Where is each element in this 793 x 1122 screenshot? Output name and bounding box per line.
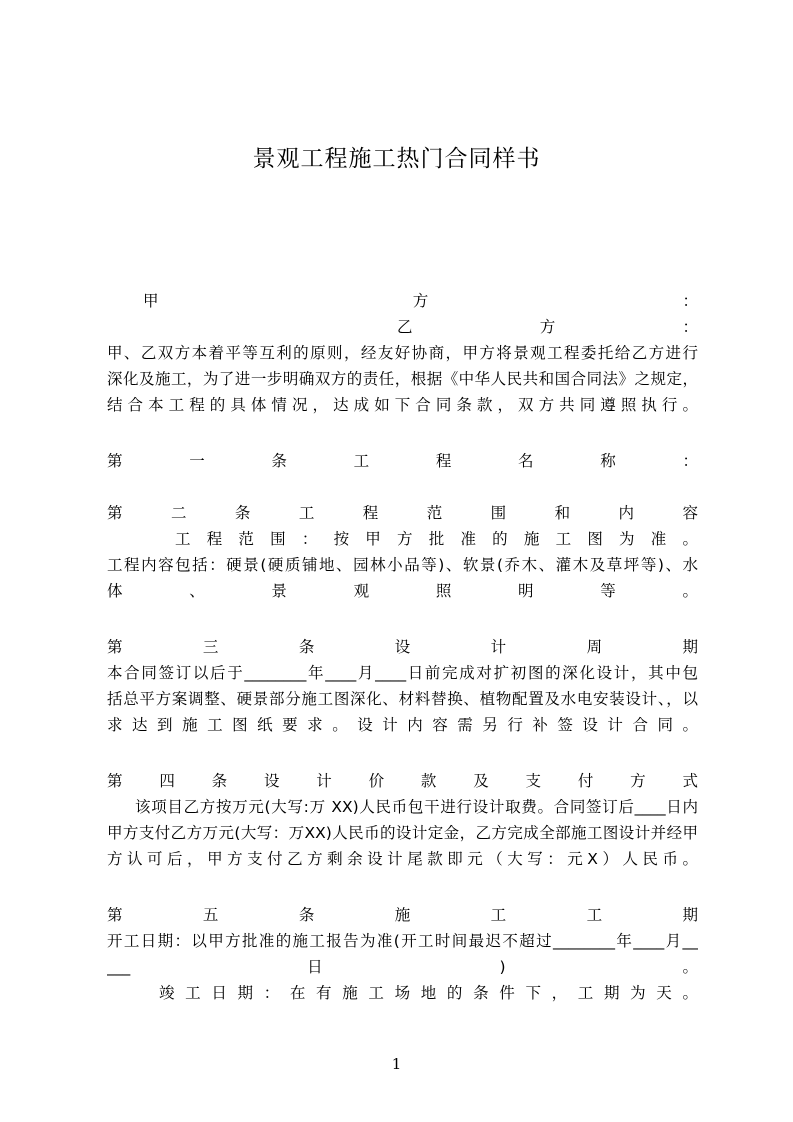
party-b-line (107, 314, 698, 340)
article-5-line-2: ___日)。 (107, 958, 698, 976)
party-a-label-1: 甲 (143, 292, 159, 310)
article-4-line-3: 方认可后，甲方支付乙方剩余设计尾款即元（大写：元X）人民币。 (107, 850, 698, 868)
article-2-line-3: 体、景观照明等。 (107, 582, 698, 600)
preamble-line-3: 结合本工程的具体情况，达成如下合同条款，双方共同遵照执行。 (107, 396, 698, 414)
article-5-heading: 第五条施工工期 (107, 906, 698, 924)
article-2-line-1: 工程范围：按甲方批准的施工图为准。 (175, 530, 698, 548)
page-number: 1 (391, 1055, 402, 1073)
article-4-line-2: 甲方支付乙方万元(大写：万XX)人民币的设计定金，乙方完成全部施工图设计并经甲 (107, 824, 698, 842)
article-5-line-3: 竣工日期：在有施工场地的条件下，工期为天。 (159, 984, 698, 1002)
article-3-line-3: 求达到施工图纸要求。设计内容需另行补签设计合同。 (107, 716, 698, 734)
party-a-label-2: 方 (412, 292, 429, 310)
document-title: 景观工程施工热门合同样书 (252, 146, 541, 172)
article-2-line-2: 工程内容包括：硬景(硬质铺地、园林小品等)、软景(乔木、灌木及草坪等)、水 (107, 556, 698, 574)
party-b-colon: ： (682, 318, 698, 336)
preamble-line-1: 甲、乙双方本着平等互利的原则，经友好协商，甲方将景观工程委托给乙方进行 (107, 344, 698, 362)
party-b-label-1: 乙 (397, 318, 413, 336)
article-4-line-1: 该项目乙方按万元(大写:万 XX)人民币包干进行设计取费。合同签订后____日内 (135, 798, 698, 816)
article-3-heading: 第三条设计周期 (107, 638, 698, 656)
article-3-line-1: 本合同签订以后于________年____月____日前完成对扩初图的深化设计，其中包 (107, 664, 698, 682)
article-2-heading: 第二条工程范围和内容 (107, 504, 698, 522)
contract-body (107, 288, 698, 1006)
article-4-heading: 第四条设计价款及支付方式 (107, 772, 698, 790)
article-3-line-2: 括总平方案调整、硬景部分施工图深化、材料替换、植物配置及水电安装设计、，以 (107, 690, 698, 708)
party-a-colon: ： (682, 292, 698, 310)
party-b-label-2: 方 (539, 318, 556, 336)
preamble-line-2: 深化及施工，为了进一步明确双方的责任，根据《中华人民共和国合同法》之规定， (107, 370, 698, 388)
party-a-line (107, 288, 698, 314)
article-5-line-1: 开工日期：以甲方批准的施工报告为准(开工时间最迟不超过________年____月__ (107, 932, 698, 950)
article-1-heading: 第一条工程名称： (107, 452, 698, 470)
